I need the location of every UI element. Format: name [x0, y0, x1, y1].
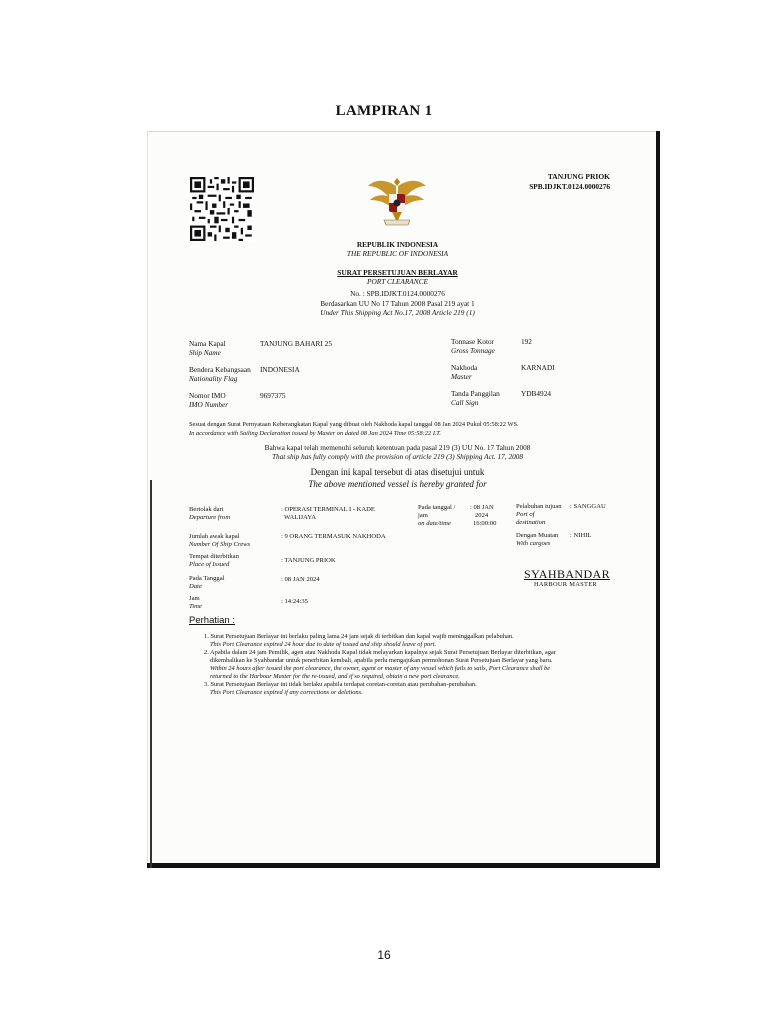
issue-time-label: Jam — [189, 595, 200, 602]
authority-title-en: HARBOUR MASTER — [534, 581, 597, 588]
crew-label-en: Number Of Ship Crews — [189, 541, 251, 548]
port-clearance-scan — [147, 131, 660, 869]
departure-label: Bertolak dari — [189, 506, 224, 513]
republic-title: REPUBLIK INDONESIA — [356, 240, 439, 249]
document-number: No. : SPB.IDJKT.0124.0000276 — [350, 289, 445, 298]
cargo-value: : NIHIL — [570, 532, 592, 539]
sailing-declaration-en: In accordance with Sailing Declaration issued by Master on dated 08 Jan 2024 Time 05:58:22 LT. — [189, 430, 441, 437]
destination-label-en-2: destination — [516, 519, 546, 526]
notice-line: 1. Surat Persetujuan Berlayar ini berlaku paling lama 24 jam sejak di terbitkan dan kapal wajib meninggalkan pelabuhan. — [204, 633, 514, 640]
scan-border-bottom — [147, 863, 659, 868]
cargo-label: Dengan Muatan — [516, 532, 559, 539]
gross-tonnage-label-en: Gross Tonnage — [451, 346, 495, 355]
legal-basis-en: Under This Shipping Act No.17, 2008 Article 219 (1) — [320, 308, 475, 317]
document-title-en: PORT CLEARANCE — [367, 277, 428, 286]
notice-line: 3. Surat Persetujuan Berlayar ini tidak berlaku apabila terdapat coretan-coretan atau perubahan-perubahan. — [204, 681, 477, 688]
republic-title-en: THE REPUBLIC OF INDONESIA — [346, 249, 449, 258]
issue-date-value: : 08 JAN 2024 — [281, 576, 320, 583]
destination-value: : SANGGAU — [570, 503, 606, 510]
notice-line: dikembalikan ke Syahbandar untuk penerbitan kembali, apabila perlu mengajukan permohonan Surat Persetujuan Berlayar yang baru. — [210, 657, 553, 664]
issued-place-value: : TANJUNG PRIOK — [281, 557, 336, 564]
notice-list — [204, 633, 624, 697]
imo-label: Nomor IMO — [189, 391, 226, 400]
date-time-label-1: Pada tanggal / — [418, 504, 456, 511]
notice-line: returned to the Harbour Master for the re-issued, and if so required, obtain a new port clearance. — [210, 673, 460, 680]
issued-place-label: Tempat diterbitkan — [189, 553, 239, 560]
imo-label-en: IMO Number — [189, 400, 229, 409]
scan-border-right — [656, 131, 660, 868]
destination-label: Pelabuhan tujuan — [516, 503, 562, 510]
ship-name-label: Nama Kapal — [189, 339, 226, 348]
legal-basis: Berdasarkan UU No 17 Tahun 2008 Pasal 219 ayat 1 — [320, 299, 475, 308]
sailing-declaration: Sesuai dengan Surat Pernyataan Keberangkatan Kapal yang dibuat oleh Nakhoda kapal tanggal 08 Jan 2024 Pukul 05:58:22 WS. — [189, 421, 519, 428]
ship-name-value: TANJUNG BAHARI 25 — [260, 339, 332, 348]
date-time-label-en: on date/time — [418, 520, 451, 527]
call-sign-value: YDB4924 — [521, 389, 551, 398]
scan-border-left — [150, 480, 152, 868]
departure-value-line1: : OPERASI TERMINAL I - KADE — [281, 506, 375, 513]
date-time-value-3: 16:00:00 — [473, 520, 497, 527]
document-code: SPB.IDJKT.0124.0000276 — [529, 182, 610, 191]
page-number: 16 — [377, 948, 391, 962]
page-heading: LAMPIRAN 1 — [335, 103, 433, 119]
issue-time-label-en: Time — [189, 603, 202, 610]
date-time-label-2: jam — [418, 512, 428, 519]
qr-code-icon — [190, 177, 254, 241]
cargo-label-en: With cargoes — [516, 540, 551, 547]
gross-tonnage-value: 192 — [521, 337, 532, 346]
flag-value: INDONESIA — [260, 365, 300, 374]
master-label-en: Master — [451, 372, 472, 381]
crew-label: Jumlah awak kapal — [189, 533, 240, 540]
call-sign-label: Tanda Panggilan — [451, 389, 500, 398]
master-value: KARNADI — [521, 363, 555, 372]
garuda-emblem-icon — [366, 172, 428, 230]
flag-label-en: Nationality Flag — [189, 374, 238, 383]
notice-line: This Port Clearance expired 24 hour due to date of issued and ship should leave of port. — [210, 641, 437, 648]
notice-line: 2. Apabila dalam 24 jam Pemilik, agen atau Nakhoda Kapal tidak melayarkan kapalnya sejak Surat Persetujuan Berlayar diterbitkan, agar — [204, 649, 556, 656]
date-time-value-1: : 08 JAN — [470, 504, 494, 511]
compliance-statement-en: That ship has fully comply with the provision of article 219 (3) Shipping Act. 17, 2008 — [271, 452, 524, 461]
notice-line: This Port Clearance expired if any corrections or deletions. — [210, 689, 363, 696]
crew-value: : 9 ORANG TERMASUK NAKHODA — [281, 533, 386, 540]
ship-name-label-en: Ship Name — [189, 348, 221, 357]
issue-date-label: Pada Tanggal — [189, 575, 225, 582]
flag-label: Bendera Kebangsaan — [189, 365, 251, 374]
gross-tonnage-label: Tonnase Kotor — [451, 337, 495, 346]
departure-value-line2: WALIJAYA — [284, 514, 316, 521]
notice-line: Within 24 hours after issued the port clearance, the owner, agent or master of any vessel which fails to sails, Port Clearance shall be — [210, 665, 551, 672]
authority-title: SYAHBANDAR — [524, 567, 611, 581]
issued-place-label-en: Place of Issued — [189, 561, 230, 568]
master-label: Nakhoda — [451, 363, 478, 372]
granted-statement: Dengan ini kapal tersebut di atas disetujui untuk — [310, 467, 485, 477]
call-sign-label-en: Call Sign — [451, 398, 479, 407]
departure-label-en: Departure from — [189, 514, 231, 521]
issue-time-value: : 14:24:35 — [281, 598, 308, 605]
destination-label-en-1: Port of — [516, 511, 535, 518]
document-title: SURAT PERSETUJUAN BERLAYAR — [337, 268, 458, 277]
port-name: TANJUNG PRIOK — [547, 172, 610, 181]
compliance-statement: Bahwa kapal telah memenuhi seluruh ketentuan pada pasal 219 (3) UU No. 17 Tahun 2008 — [264, 443, 531, 452]
imo-value: 9697375 — [260, 391, 286, 400]
date-time-value-2: 2024 — [475, 512, 489, 519]
notice-heading: Perhatian : — [189, 615, 235, 626]
issue-date-label-en: Date — [189, 583, 202, 590]
granted-statement-en: The above mentioned vessel is hereby granted for — [308, 479, 487, 489]
